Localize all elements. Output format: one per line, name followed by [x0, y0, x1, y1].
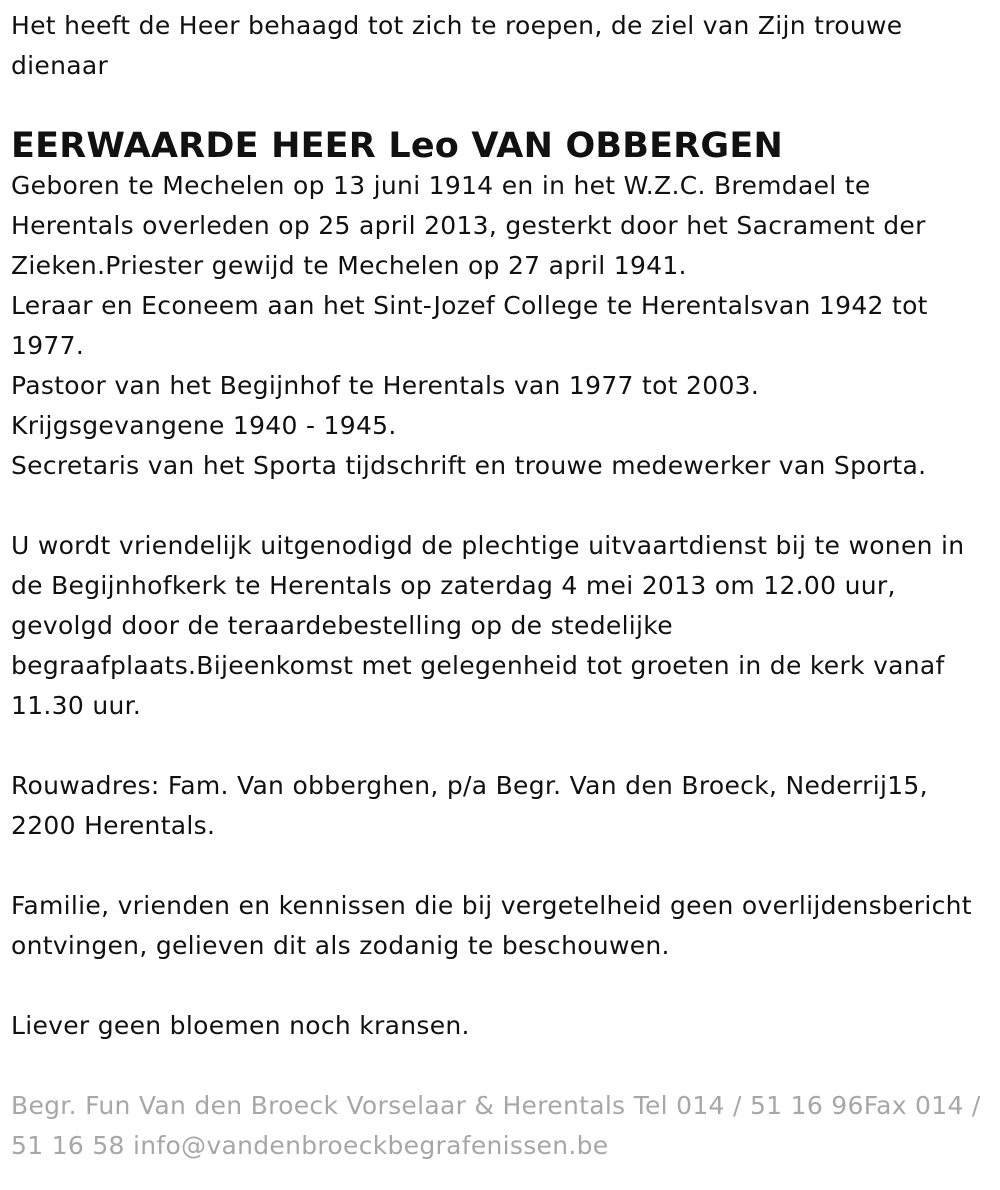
- flowers-note-text: Liever geen bloemen noch kransen.: [11, 1011, 470, 1040]
- mourning-address-text: Rouwadres: Fam. Van obberghen, p/a Begr. Van den Broeck, Nederrij15, 2200 Herentals.: [11, 771, 928, 840]
- funeral-invitation-text: U wordt vriendelijk uitgenodigd de plechtige uitvaartdienst bij te wonen in de Begijnhofkerk te Herentals op zaterdag 4 mei 2013 om 12.00 uur, gevolgd door de teraardebestelling op de stedelijke begraafplaats.Bijeenkomst met gelegenheid tot groeten in de kerk vanaf 11.30 uur.: [11, 531, 965, 720]
- funeral-home-footer: Begr. Fun Van den Broeck Vorselaar & Herentals Tel 014 / 51 16 96Fax 014 / 51 16 58 info@vandenbroeckbegrafenissen.be: [11, 1091, 981, 1160]
- deceased-name: EERWAARDE HEER Leo VAN OBBERGEN: [11, 126, 783, 166]
- biography-text: Geboren te Mechelen op 13 juni 1914 en in het W.Z.C. Bremdael te Herentals overleden op 25 april 2013, gesterkt door het Sacrament der Zieken.Priester gewijd te Mechelen op 27 april 1941. Leraar en Econeem aan het Sint-Jozef College te Herentalsvan 1942 tot 1977. Pastoor van het Begijnhof te Herentals van 1977 tot 2003. Krijgsgevangene 1940 - 1945. Secretaris van het Sporta tijdschrift en trouwe medewerker van Sporta.: [11, 171, 928, 480]
- family-note-text: Familie, vrienden en kennissen die bij vergetelheid geen overlijdensbericht ontvingen, gelieven dit als zodanig te beschouwen.: [11, 891, 972, 960]
- intro-text: Het heeft de Heer behaagd tot zich te roepen, de ziel van Zijn trouwe dienaar: [11, 11, 903, 80]
